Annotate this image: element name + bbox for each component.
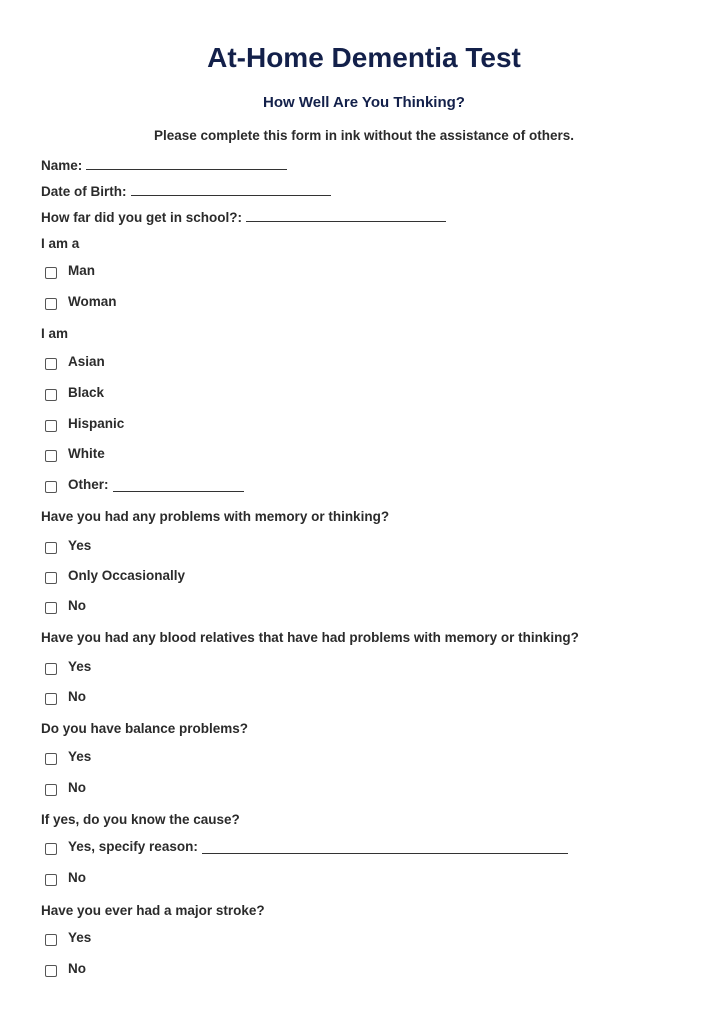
name-field [41, 156, 287, 173]
option-label: No [68, 870, 86, 885]
checkbox[interactable] [45, 298, 57, 310]
balance-option-no[interactable] [45, 780, 86, 795]
cause-option-yes[interactable] [45, 839, 568, 854]
stroke-question: Have you ever had a major stroke? [41, 903, 265, 918]
memory-option-occasionally[interactable] [45, 568, 185, 583]
option-man[interactable] [45, 263, 95, 278]
option-label: No [68, 961, 86, 976]
option-label: Yes, specify reason: [68, 839, 198, 854]
checkbox[interactable] [45, 481, 57, 493]
checkbox[interactable] [45, 450, 57, 462]
checkbox[interactable] [45, 542, 57, 554]
option-label: Woman [68, 294, 117, 309]
cause-question: If yes, do you know the cause? [41, 812, 240, 827]
form-title: At-Home Dementia Test [207, 42, 521, 73]
option-label: No [68, 598, 86, 613]
checkbox[interactable] [45, 965, 57, 977]
relatives-question: Have you had any blood relatives that have had problems with memory or thinking? [41, 630, 579, 645]
dob-input-line[interactable] [131, 182, 331, 196]
option-label: Asian [68, 354, 105, 369]
option-label: Yes [68, 930, 92, 945]
memory-option-no[interactable] [45, 598, 86, 613]
gender-question: I am a [41, 236, 80, 251]
school-input-line[interactable] [246, 208, 446, 222]
option-hispanic[interactable] [45, 416, 124, 431]
reason-input-line[interactable] [202, 840, 568, 854]
ethnicity-question: I am [41, 326, 69, 341]
dob-label: Date of Birth: [41, 184, 127, 199]
option-label: White [68, 446, 105, 461]
option-white[interactable] [45, 446, 105, 461]
other-input-line[interactable] [113, 478, 244, 492]
option-label: Other: [68, 477, 109, 492]
dob-field [41, 182, 331, 199]
name-label: Name: [41, 158, 83, 173]
option-label: Man [68, 263, 95, 278]
option-label: Black [68, 385, 105, 400]
checkbox[interactable] [45, 572, 57, 584]
option-label: Yes [68, 749, 92, 764]
checkbox[interactable] [45, 753, 57, 765]
name-input-line[interactable] [86, 156, 287, 170]
relatives-option-yes[interactable] [45, 659, 91, 674]
stroke-option-yes[interactable] [45, 930, 91, 945]
option-label: No [68, 689, 86, 704]
form-instructions: Please complete this form in ink without the assistance of others. [153, 128, 575, 143]
checkbox[interactable] [45, 784, 57, 796]
checkbox[interactable] [45, 602, 57, 614]
checkbox[interactable] [45, 843, 57, 855]
checkbox[interactable] [45, 389, 57, 401]
option-woman[interactable] [45, 294, 117, 309]
checkbox[interactable] [45, 874, 57, 886]
relatives-option-no[interactable] [45, 689, 86, 704]
option-label: Yes [68, 659, 92, 674]
balance-option-yes[interactable] [45, 749, 91, 764]
checkbox[interactable] [45, 934, 57, 946]
school-label: How far did you get in school?: [41, 210, 242, 225]
form-subtitle: How Well Are You Thinking? [263, 94, 465, 111]
memory-option-yes[interactable] [45, 538, 91, 553]
balance-question: Do you have balance problems? [41, 721, 249, 736]
option-label: Only Occasionally [68, 568, 186, 583]
checkbox[interactable] [45, 267, 57, 279]
stroke-option-no[interactable] [45, 961, 86, 976]
checkbox[interactable] [45, 663, 57, 675]
option-asian[interactable] [45, 354, 105, 369]
memory-question: Have you had any problems with memory or thinking? [41, 509, 390, 524]
option-label: Yes [68, 538, 92, 553]
option-other[interactable] [45, 477, 244, 492]
checkbox[interactable] [45, 693, 57, 705]
checkbox[interactable] [45, 358, 57, 370]
option-label: Hispanic [68, 416, 125, 431]
cause-option-no[interactable] [45, 870, 86, 885]
option-label: No [68, 780, 86, 795]
checkbox[interactable] [45, 420, 57, 432]
option-black[interactable] [45, 385, 104, 400]
school-field [41, 208, 446, 225]
